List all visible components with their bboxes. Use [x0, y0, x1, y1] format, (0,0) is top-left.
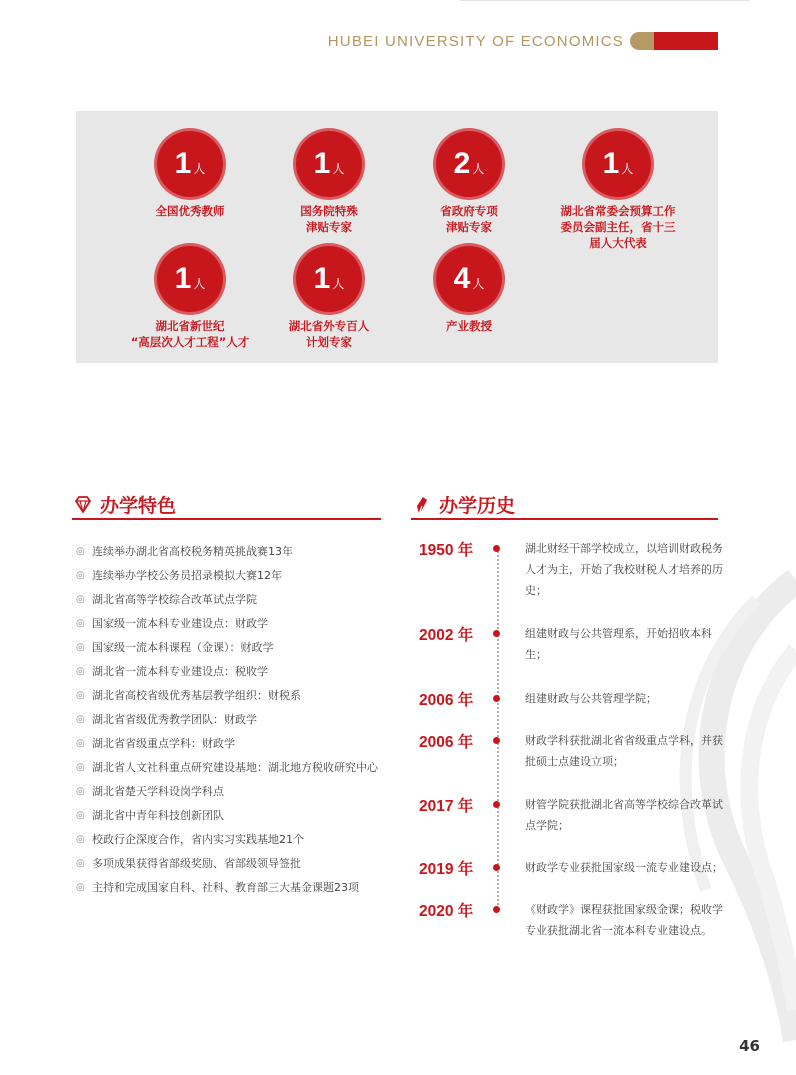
timeline-year: 2006 年 [419, 692, 474, 709]
diamond-icon [72, 494, 94, 516]
faculty-honors-panel [76, 111, 718, 363]
feature-text: 湖北省人文社科重点研究建设基地：湖北地方税收研究中心 [92, 761, 378, 774]
feature-text: 湖北省高等学校综合改革试点学院 [92, 593, 257, 606]
timeline-text: 《财政学》课程获批国家级金课；税收学专业获批湖北省一流本科专业建设点。 [525, 903, 723, 937]
stat-circle [436, 131, 502, 197]
timeline-text: 财政学专业获批国家级一流专业建设点； [525, 861, 723, 874]
circle-bullet-icon: ◎ [76, 642, 85, 653]
top-rule [460, 0, 750, 1]
circle-bullet-icon: ◎ [76, 810, 85, 821]
stat-number: 1 [174, 262, 192, 295]
history-divider [411, 518, 718, 520]
circle-bullet-icon: ◎ [76, 738, 85, 749]
stat-unit: 人 [332, 161, 345, 176]
stat-card [115, 246, 265, 350]
timeline-dot [493, 864, 500, 871]
stat-card [254, 131, 404, 235]
history-title: 办学历史 [439, 495, 516, 517]
timeline-item [410, 899, 730, 941]
stat-unit: 人 [472, 161, 485, 176]
timeline-text: 财管学院获批湖北省高等学校综合改革试点学院； [525, 798, 723, 832]
feature-text: 连续举办学校公务员招录模拟大赛12年 [92, 569, 282, 582]
page-number: 46 [739, 1037, 760, 1055]
timeline-dot [493, 545, 500, 552]
feature-text: 校政行企深度合作，省内实习实践基地21个 [92, 833, 304, 846]
stat-card [254, 246, 404, 350]
timeline-item [410, 730, 730, 772]
timeline-year: 2019 年 [419, 861, 474, 878]
list-item [76, 588, 381, 612]
stat-label: 省政府专项 津贴专家 [440, 204, 498, 234]
stat-circle [157, 131, 223, 197]
stat-circle [296, 246, 362, 312]
stat-card [115, 131, 265, 219]
header-bar-red [654, 32, 718, 50]
timeline-dot [493, 737, 500, 744]
stat-number: 2 [453, 147, 471, 180]
stat-number: 1 [313, 147, 331, 180]
circle-bullet-icon: ◎ [76, 786, 85, 797]
history-heading [411, 491, 515, 518]
timeline-item [410, 623, 730, 665]
timeline-dot [493, 630, 500, 637]
header-bar-gold [630, 32, 654, 50]
stat-label: 湖北省常委会预算工作 委员会副主任，省十三 届人大代表 [560, 204, 676, 250]
circle-bullet-icon: ◎ [76, 882, 85, 893]
university-name: HUBEI UNIVERSITY OF ECONOMICS [327, 32, 624, 50]
list-item [76, 636, 381, 660]
list-item [76, 708, 381, 732]
list-item [76, 660, 381, 684]
list-item [76, 876, 381, 900]
feature-text: 湖北省省级优秀教学团队：财政学 [92, 713, 257, 726]
circle-bullet-icon: ◎ [76, 858, 85, 869]
list-item [76, 780, 381, 804]
list-item [76, 756, 381, 780]
stat-unit: 人 [193, 161, 206, 176]
timeline-year: 2017 年 [419, 798, 474, 815]
timeline-year: 2002 年 [419, 627, 474, 644]
timeline-item [410, 688, 730, 710]
circle-bullet-icon: ◎ [76, 666, 85, 677]
timeline-text: 组建财政与公共管理系，开始招收本科生； [525, 627, 712, 661]
pen-icon [411, 494, 433, 516]
timeline-year: 2020 年 [419, 903, 474, 920]
timeline-text: 组建财政与公共管理学院； [525, 692, 657, 705]
stat-circle [296, 131, 362, 197]
stat-card [394, 246, 544, 334]
stat-label: 湖北省外专百人 计划专家 [288, 319, 370, 349]
header-color-bar [630, 32, 718, 50]
timeline-year: 1950 年 [419, 542, 474, 559]
features-heading [72, 491, 176, 518]
list-item [76, 612, 381, 636]
features-list [76, 540, 381, 900]
stat-card [394, 131, 544, 235]
circle-bullet-icon: ◎ [76, 546, 85, 557]
feature-text: 多项成果获得省部级奖励、省部级领导签批 [92, 857, 301, 870]
timeline-text: 财政学科获批湖北省省级重点学科，并获批硕士点建设立项； [525, 734, 723, 768]
list-item [76, 684, 381, 708]
stat-label: 湖北省新世纪 “高层次人才工程”人才 [130, 319, 250, 349]
feature-text: 连续举办湖北省高校税务精英挑战赛13年 [92, 545, 293, 558]
feature-text: 国家级一流本科课程（金课）：财政学 [92, 641, 274, 654]
circle-bullet-icon: ◎ [76, 714, 85, 725]
circle-bullet-icon: ◎ [76, 594, 85, 605]
feature-text: 湖北省高校省级优秀基层教学组织：财税系 [92, 689, 301, 702]
feature-text: 国家级一流本科专业建设点：财政学 [92, 617, 268, 630]
features-title: 办学特色 [100, 495, 177, 517]
list-item [76, 852, 381, 876]
stat-circle [585, 131, 651, 197]
stat-unit: 人 [332, 276, 345, 291]
list-item [76, 540, 381, 564]
timeline-dot [493, 801, 500, 808]
stat-unit: 人 [472, 276, 485, 291]
timeline-year: 2006 年 [419, 734, 474, 751]
stat-circle [436, 246, 502, 312]
list-item [76, 732, 381, 756]
stat-number: 1 [313, 262, 331, 295]
timeline-item [410, 538, 730, 601]
timeline-dot [493, 695, 500, 702]
stat-card [543, 131, 693, 251]
stat-label: 全国优秀教师 [155, 204, 225, 218]
stat-label: 产业教授 [446, 319, 492, 333]
circle-bullet-icon: ◎ [76, 834, 85, 845]
list-item [76, 564, 381, 588]
stat-number: 4 [453, 262, 471, 295]
circle-bullet-icon: ◎ [76, 690, 85, 701]
feature-text: 湖北省楚天学科设岗学科点 [92, 785, 224, 798]
circle-bullet-icon: ◎ [76, 570, 85, 581]
timeline-dot [493, 906, 500, 913]
stat-label: 国务院特殊 津贴专家 [300, 204, 358, 234]
stat-unit: 人 [621, 161, 634, 176]
circle-bullet-icon: ◎ [76, 762, 85, 773]
list-item [76, 804, 381, 828]
stat-number: 1 [602, 147, 620, 180]
features-divider [72, 518, 381, 520]
stat-circle [157, 246, 223, 312]
timeline-item [410, 857, 730, 879]
stat-unit: 人 [193, 276, 206, 291]
timeline-text: 湖北财经干部学校成立，以培训财政税务人才为主，开始了我校财税人才培养的历史； [525, 542, 723, 597]
circle-bullet-icon: ◎ [76, 618, 85, 629]
page-header [328, 32, 718, 50]
feature-text: 湖北省一流本科专业建设点：税收学 [92, 665, 268, 678]
feature-text: 湖北省省级重点学科：财政学 [92, 737, 235, 750]
stat-number: 1 [174, 147, 192, 180]
timeline-item [410, 794, 730, 836]
feature-text: 主持和完成国家自科、社科、教育部三大基金课题23项 [92, 881, 359, 894]
feature-text: 湖北省中青年科技创新团队 [92, 809, 224, 822]
list-item [76, 828, 381, 852]
